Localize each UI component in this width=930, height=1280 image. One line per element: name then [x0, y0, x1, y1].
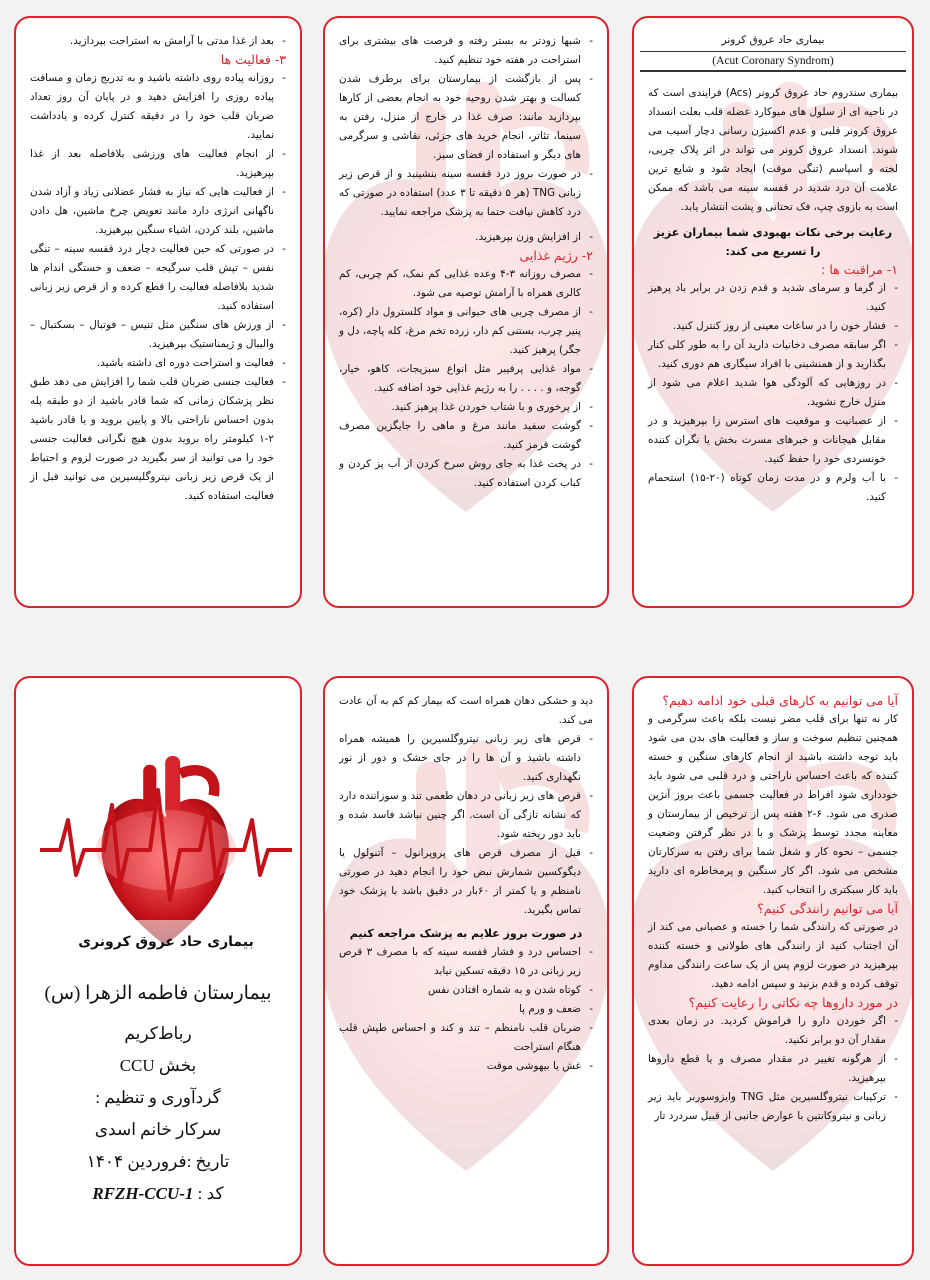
intro-paragraph: بیماری سندروم حاد عروق کرونر (Acs) فرایندی است که در ناحیه ای از سلول های میوکارد عضله قلب بعلت انسداد عروق کرونر قلبی و عدم اکسیژن رسانی دچار آسیب می شوند. انسداد عروق کرونر می تواند در اثر پلاک چربی، لخته و اسپاسم (تنگی موقت) ایجاد شود و شایع ترین علامت آن درد شدید در قفسه سینه می باشد که ممکن است به بازوی چپ، فک تحتانی و پشت انتشار یابد. [648, 87, 898, 213]
driving-paragraph: در صورتی که رانندگی شما را خسته و عصبانی می کند از آن اجتناب کنید از رانندگی های طولانی و خسته کننده بپرهیزید در صورت لزوم پس از یک ساعت رانندگی مداوم توقف کرده و قدم بزنید و سپس ادامه دهید. [648, 921, 898, 990]
care-item: - با آب ولرم و در مدت زمان کوتاه (۲۰-۱۵) استحمام کنید. [648, 469, 898, 507]
care-item: - فشار خون را در ساعات معینی از روز کنترل کنید. [648, 317, 898, 336]
section-care-heading: ۱- مراقبت ها : [821, 262, 898, 277]
care-item: - شبها زودتر به بستر رفته و فرصت های بیشتری برای استراحت در هفته خود تنظیم کنید. [339, 32, 593, 70]
cover-info [16, 978, 300, 1210]
diet-item: - از مصرف چربی های حیوانی و مواد کلسترول دار (کره، پنیر چرب، بستنی کم دار، زرده تخم مرغ، کله پاچه، دل و جگر) پرهیز کنید. [339, 303, 593, 360]
medication-item: - قرص های زیر زبانی نیتروگلسیرین را همیشه همراه داشته باشید و آن ها را در جای خشک و دور از نور نگهداری کنید. [339, 730, 593, 787]
medication-item: - اگر خوردن دارو را فراموش کردید. در زمان بعدی مقدار آن دو برابر نکنید. [648, 1012, 898, 1050]
panel-cover [14, 676, 302, 1266]
panel-diet [323, 16, 609, 608]
symptom-item: - ضعف و ورم پا [339, 1000, 593, 1019]
activity-item: - فعالیت جنسی ضربان قلب شما را افزایش می دهد طبق نظر پزشکان زمانی که شما قادر باشید از دو طبقه پله بدون احساس ناراحتی بالا و پایین بروید و یا قادر باشید ۲-۱ کیلومتر راه بروید بدون هیچ نگرانی فعالیت جنسی خود را می توانید از سر بگیرید در صورت لزوم و احتیاط از یک قرص زیر زبانی نیتروگلیسیرین می توانید قبل از فعالیت استفاده کنید. [30, 373, 286, 506]
diet-item: - در پخت غذا به جای روش سرخ کردن از آب پز کردن و کباب کردن استفاده کنید. [339, 455, 593, 493]
panel1-subtitle: (Acut Coronary Syndrom) [640, 51, 906, 72]
panel-work-driving-meds [632, 676, 914, 1266]
diet-item: - از پرخوری و با شتاب خوردن غذا پرهیز کنید. [339, 398, 593, 417]
activity-item: - از فعالیت هایی که نیاز به فشار عضلانی زیاد و آزاد شدن ناگهانی انرژی دارد مانند تعویض چرخ ماشین، هل دادن ماشین، بلند کردن، اشیاء سنگین بپرهیزید. [30, 183, 286, 240]
symptom-item: - غش یا بیهوشی موقت [339, 1057, 593, 1076]
medication-item: - ترکیبات نیتروگلسیرین مثل TNG وایزوسوربر باید زیر زبانی و نیتروکانتین با عوارض جانبی از قبیل سردرد تار [648, 1088, 898, 1126]
symptom-item: - ضربان قلب نامنظم – تند و کند و احساس طپش قلب هنگام استراحت [339, 1019, 593, 1057]
compiled-label: گردآوری و تنظیم : [95, 1088, 221, 1107]
panel-medication-warnings [323, 676, 609, 1266]
symptoms-heading: در صورت بروز علایم به پزشک مراجعه کنیم [349, 927, 583, 940]
activity-item: - فعالیت و استراحت دوره ای داشته باشید. [30, 354, 286, 373]
care-item: - پس از بازگشت از بیمارستان برای برطرف شدن کسالت و بهتر شدن روحیه خود به انجام بعضی از کارها بپردازید مانند: صرف غذا در خارج از منزل، رفتن به سینما، تئاتر، انجام خرید های جزئی، نقاشی و سرگرمی های دیگر و استفاده از فضای سبز. [339, 70, 593, 165]
care-item: - بعد از غذا مدتی با آرامش به استراحت بپردازید. [30, 32, 286, 51]
medication-item: - قبل از مصرف قرص های پروپرانول – آتنولول یا دیگوکسین شمارش نبض خود را انجام دهید در صورتی نامنظم و یا کمتر از ۶۰بار در دقیق باشد با پزشک خود تماس بگیرید. [339, 844, 593, 920]
care-item: - در صورت بروز درد قفسه سینه بنشینید و از قرص زیر زبانی TNG (هر ۵ دقیقه تا ۳ عدد) استفاده در صورتی که درد کاهش نیافت حتما به پزشک مراجعه نمایید. [339, 165, 593, 222]
medication-item: - از هرگونه تغییر در مقدار مصرف و یا قطع داروها بپرهیزید. [648, 1050, 898, 1088]
care-item: - از عصبانیت و موقعیت های استرس زا بپرهیزید و در مقابل هیجانات و خبرهای مسرت بخش یا نگران کننده خونسردی خود را حفظ کنید. [648, 412, 898, 469]
medication-item: - قرص های زیر زبانی در دهان طعمی تند و سوزاننده دارد که نشانه تازگی آن است. اگر چنین نباشد فاسد شده و باید دور ریخته شود. [339, 787, 593, 844]
section-diet-heading: ۲- رژیم غذایی [519, 248, 593, 263]
code-label: کد : [197, 1184, 224, 1203]
symptom-item: - احساس درد و فشار قفسه سینه که با مصرف ۳ قرص زیر زبانی در ۱۵ دقیقه تسکین نیابد [339, 943, 593, 981]
ward-name: بخش CCU [119, 1056, 197, 1075]
city-name: رباط‌کریم [124, 1024, 192, 1043]
work-question-heading: آیا می توانیم به کارهای قبلی خود ادامه دهیم؟ [662, 693, 898, 708]
medication-paragraph: دید و خشکی دهان همراه است که بیمار کم کم به آن عادت می کند. [339, 695, 593, 726]
panel-activities [14, 16, 302, 608]
code-value: RFZH-CCU-1 [92, 1184, 194, 1203]
publication-date: تاریخ :فروردین ۱۴۰۴ [86, 1152, 230, 1171]
cover-heart-image [40, 750, 292, 958]
diet-item: - گوشت سفید مانند مرغ و ماهی را جایگزین مصرف گوشت قرمز کنید. [339, 417, 593, 455]
section-activities-heading: ۳- فعالیت ها [220, 52, 286, 67]
care-item: - از افزایش وزن بپرهیزید. [339, 228, 593, 247]
panel-acs-intro [632, 16, 914, 608]
activity-item: - در صورتی که حین فعالیت دچار درد قفسه سینه – تنگی نفس – تپش قلب سرگیجه – ضعف و خستگی اندام ها شدید بلافاصله فعالیت را قطع کرده و از قرص زیر زبانی استفاده کنید. [30, 240, 286, 316]
cover-image-caption: بیماری حاد عروق کرونری [78, 934, 254, 950]
author-name: سرکار خانم اسدی [94, 1120, 222, 1139]
diet-item: - مصرف روزانه ۳-۴ وعده غذایی کم نمک، کم چربی، کم کالری همراه با آرامش توصیه می شود. [339, 265, 593, 303]
medication-question-heading: در مورد داروها چه نکاتی را رعایت کنیم؟ [688, 995, 898, 1010]
tips-heading: رعایت برخی نکات بهبودی شما بیماران عزیز را تسریع می کند: [653, 226, 893, 258]
care-item: - اگر سابقه مصرف دخانیات دارید آن را به طور کلی کنار بگذارید و از همنشینی با افراد سیگاری هم دوری کنید. [648, 336, 898, 374]
activity-item: - از ورزش های سنگین مثل تنیس – فوتبال – بسکتبال – والیبال و ژیمناستیک بپرهیزید. [30, 316, 286, 354]
diet-item: - مواد غذایی پرفیبر مثل انواع سبزیجات، کاهو، خیار، گوجه، و . . . . را به رژیم غذایی خود اضافه کنید. [339, 360, 593, 398]
panel1-title: بیماری حاد عروق کرونر [721, 34, 825, 46]
hospital-name: بیمارستان فاطمه الزهرا (س) [44, 983, 272, 1004]
activity-item: - از انجام فعالیت های ورزشی بلافاصله بعد از غذا بپرهیزید. [30, 145, 286, 183]
driving-question-heading: آیا می توانیم رانندگی کنیم؟ [757, 901, 898, 916]
work-paragraph: کار نه تنها برای قلب مضر نیست بلکه باعث سرگرمی و همچنین تنظیم سوخت و ساز و فعالیت های بدن می شود باید توجه داشته باشید از انجام کارهای سنگین و خسته کننده که باعث احساس ناراحتی و درد قلبی می شود باید خودداری شود افراط در فعالیت جسمی باعث بروز آنژین صدری می شود. ۶-۲ هفته پس از ترخیص از بیمارستان و معاینه مجدد توسط پزشک و با در نظر گرفتن وضعیت جسمی – نحوه کار و شغل شما برای رفتن به سرکارتان مشخص می شود. اگر کار سنگین و پرمخاطره ای دارید باید کار سبکتری را انتخاب کنید. [648, 713, 898, 896]
care-item: - در روزهایی که آلودگی هوا شدید اعلام می شود از منزل خارج نشوید. [648, 374, 898, 412]
document-code [16, 1178, 300, 1210]
symptom-item: - کوتاه شدن و به شماره افتادن نفس [339, 981, 593, 1000]
heart-ecg-icon [40, 750, 292, 958]
activity-item: - روزانه پیاده روی داشته باشید و به تدریج زمان و مسافت پیاده روزی را افزایش دهید و در پایان آن روز تعداد ضربان قلب خود را در دقیقه کنترل کرده و یادداشت نمایید. [30, 69, 286, 145]
care-item: - از گرما و سرمای شدید و قدم زدن در برابر باد پرهیز کنید. [648, 279, 898, 317]
